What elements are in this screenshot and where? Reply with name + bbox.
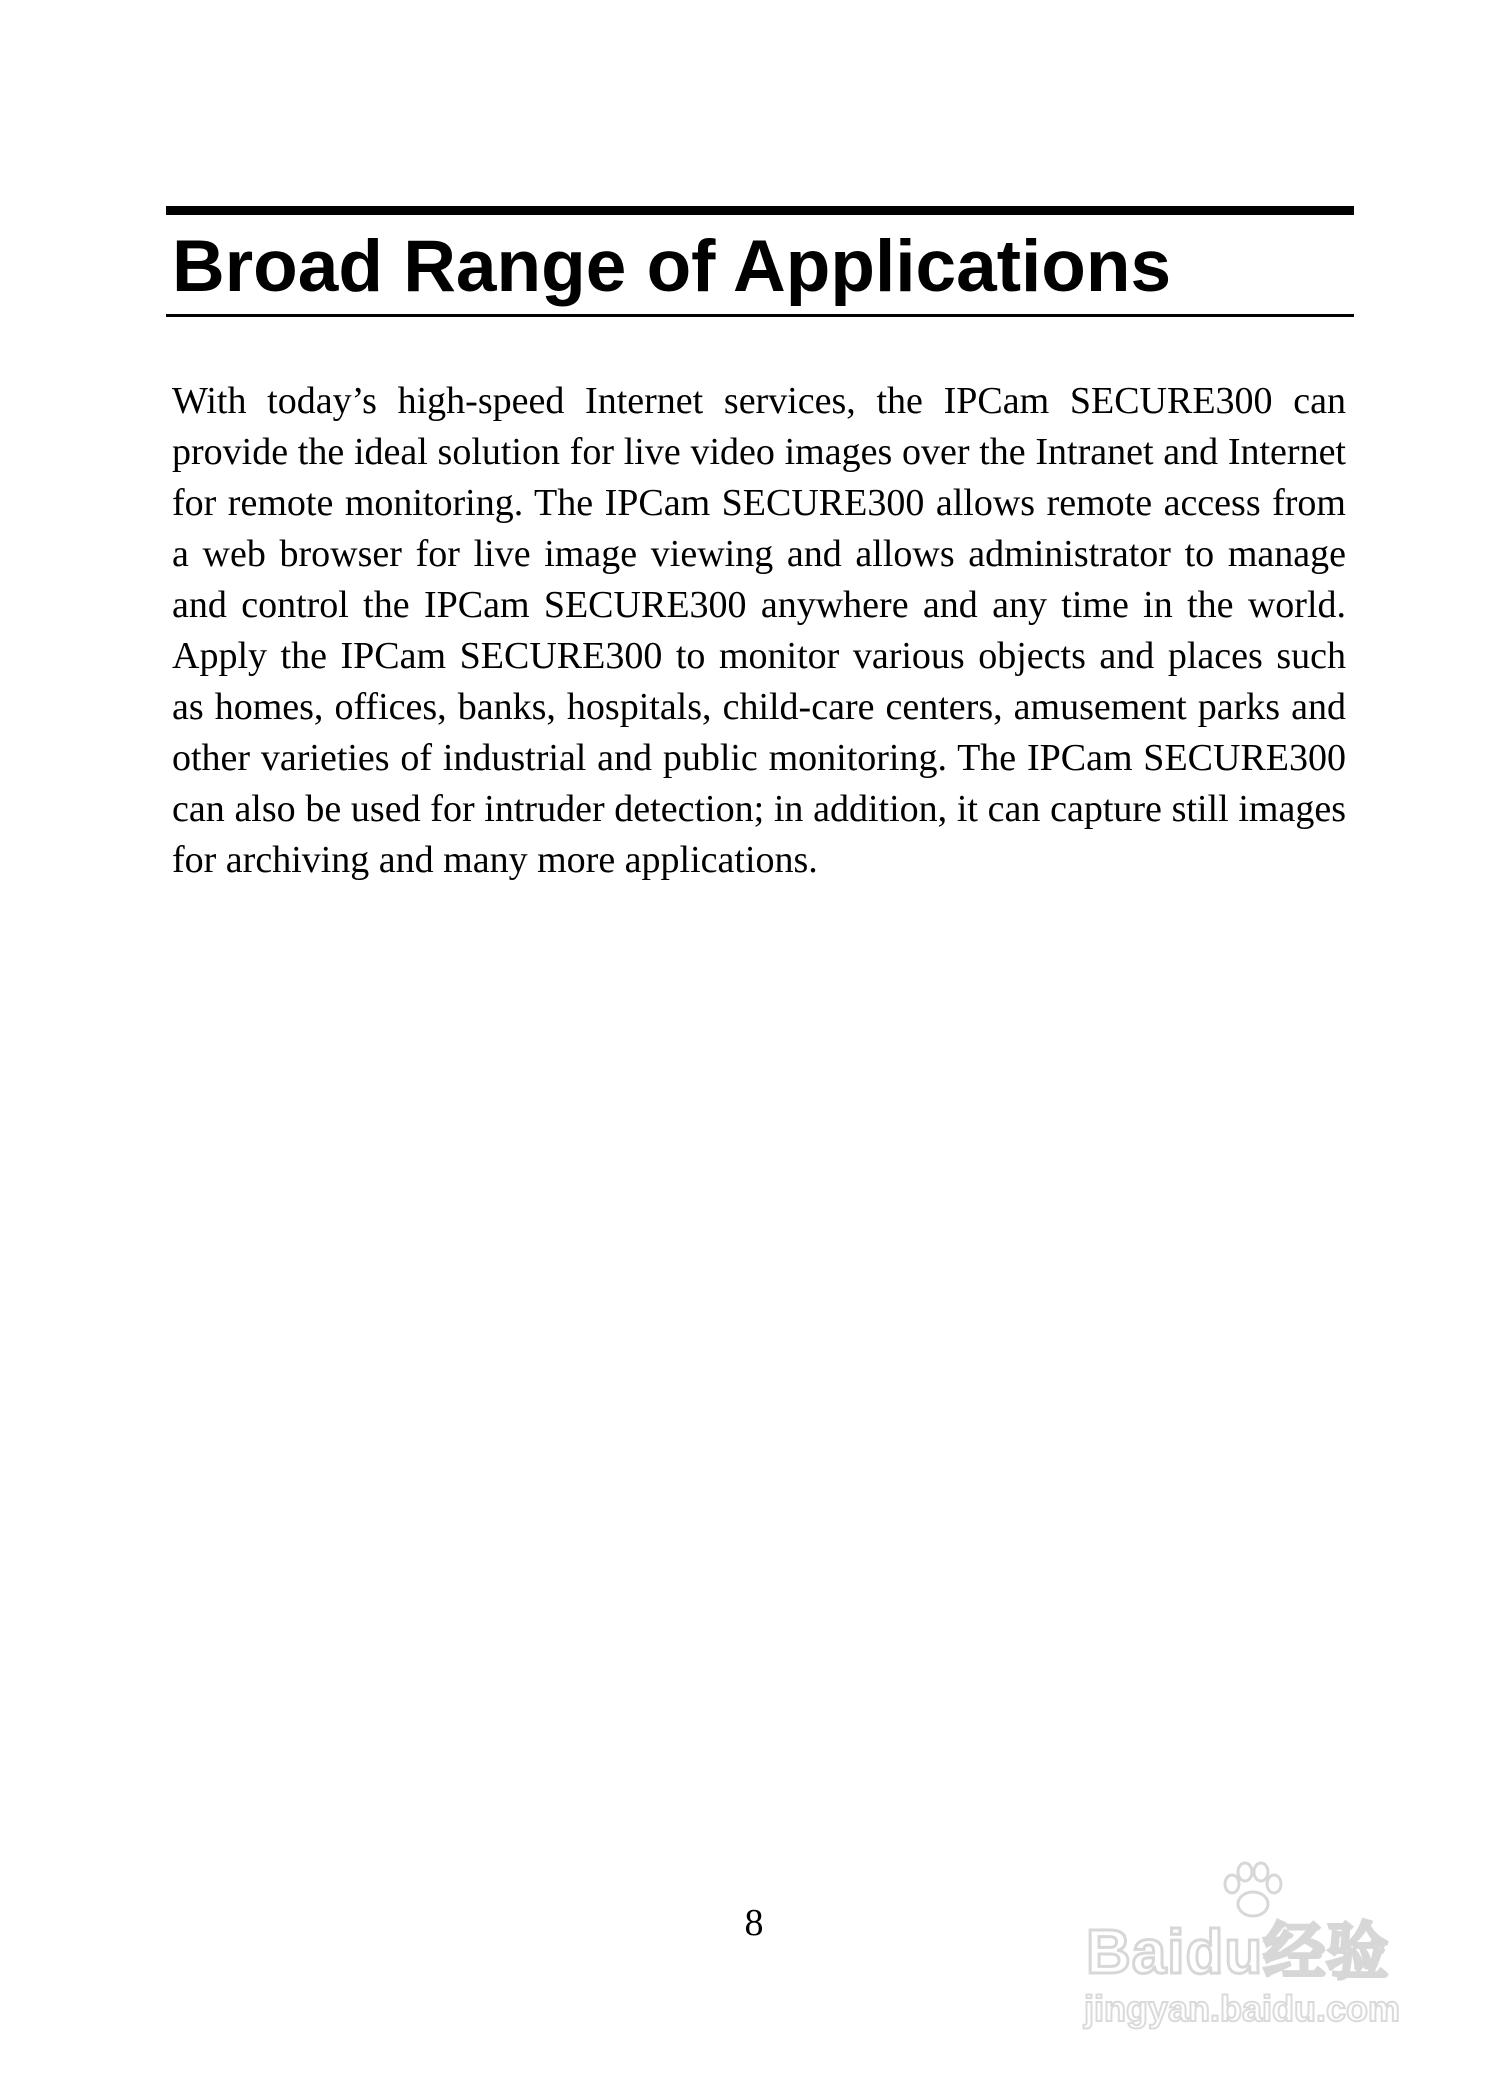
watermark-url: jingyan.baidu.com bbox=[1084, 1988, 1401, 2029]
top-rule bbox=[166, 206, 1354, 215]
page-number: 8 bbox=[744, 1902, 764, 1944]
body-paragraph: With today’s high-speed Internet services, the IPCam SECURE300 can provide the ideal solution for live video images over the Intranet and Internet for remote monitoring. The IPCam SECURE300 allows remote access from a web browser for live image viewing and allows administrator to manage and control the IPCam SECURE300 anywhere and any time in the world. Apply the IPCam SECURE300 to monitor various objects and places such as homes, offices, banks, hospitals, child-care centers, amusement parks and other varieties of industrial and public monitoring. The IPCam SECURE300 can also be used for intruder detection; in addition, it can capture still images for archiving and many more applications. bbox=[172, 380, 1346, 881]
baidu-watermark bbox=[1070, 1860, 1430, 2040]
page-title: Broad Range of Applications bbox=[172, 226, 1172, 307]
watermark-logo: Baidu经验 bbox=[1086, 1918, 1390, 1987]
title-underline bbox=[166, 314, 1354, 317]
